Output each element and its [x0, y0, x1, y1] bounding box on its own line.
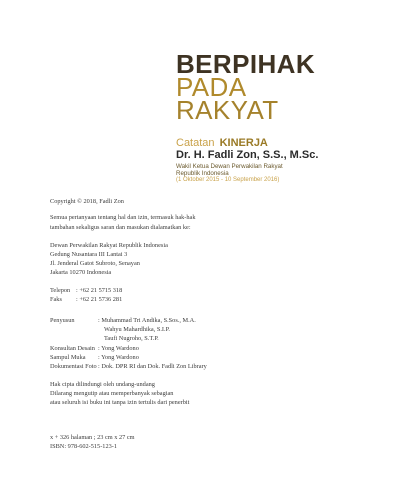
fax-row	[50, 295, 250, 304]
copyright-line: Copyright © 2018, Fadli Zon	[50, 198, 124, 205]
legal-line-1: Hak cipta dilindungi oleh undang-undang	[50, 381, 155, 388]
phone-value: : +62 21 5715 318	[76, 287, 123, 294]
address-line-4: Jakarta 10270 Indonesia	[50, 269, 112, 276]
credit-value-photo: : Dok. DPR RI dan Dok. Fadli Zon Library	[98, 363, 207, 370]
penyusun-row	[50, 316, 290, 325]
address-line-3: Jl. Jenderal Gatot Subroto, Senayan	[50, 260, 140, 267]
address-line-2: Gedung Nusantara III Lantai 3	[50, 251, 128, 258]
subtitle-emphasis: KINERJA	[219, 137, 268, 149]
subtitle-prefix: Catatan	[176, 137, 215, 149]
penyusun-label: Penyusun	[50, 317, 75, 324]
book-title-line-1: BERPIHAK	[176, 49, 315, 79]
phone-label: Telepon	[50, 287, 71, 294]
credit-row-cover	[50, 353, 310, 362]
credit-label-design: Konsultan Desain	[50, 345, 95, 352]
credit-value-design: : Yong Wardono	[98, 345, 139, 352]
isbn: ISBN: 978-602-515-123-1	[50, 443, 117, 450]
author-role-line-1: Wakil Ketua Dewan Perwakilan Rakyat	[176, 163, 283, 170]
credit-label-cover: Sampul Muka	[50, 354, 86, 361]
author-role-line-2: Republik Indonesia	[176, 170, 229, 177]
book-title-line-3: RAKYAT	[176, 95, 279, 125]
phone-row	[50, 286, 250, 295]
credit-row-design	[50, 344, 310, 353]
book-title-line-2: PADA	[176, 72, 247, 102]
credit-label-photo: Dokumentasi Foto	[50, 363, 97, 370]
fax-label: Faks	[50, 296, 62, 303]
legal-line-2: Dilarang mengutip atau memperbanyak sebagian	[50, 390, 174, 397]
credit-value-cover: : Yong Wardono	[98, 354, 139, 361]
rights-notice-line-2: tambahan sekaligus saran dan masukan dialamatkan ke:	[50, 224, 191, 231]
rights-notice-line-1: Semua pertanyaan tentang hal dan izin, termasuk hak-hak	[50, 214, 196, 221]
fax-value: : +62 21 5736 281	[76, 296, 123, 303]
subtitle	[176, 137, 268, 149]
address-line-1: Dewan Perwakilan Rakyat Republik Indonesia	[50, 242, 168, 249]
penyusun-name-2: Wahyu Mahardhika, S.I.P.	[104, 326, 170, 333]
book-specs: x + 326 halaman ; 23 cm x 27 cm	[50, 434, 135, 441]
author-name: Dr. H. Fadli Zon, S.S., M.Sc.	[176, 149, 319, 161]
penyusun-name-3: Taufi Nugroho, S.T.P.	[104, 335, 159, 342]
penyusun-name-1: : Muhammad Tri Andika, S.Sos., M.A.	[98, 317, 196, 324]
legal-line-3: atau seluruh isi buku ini tanpa izin tertulis dari penerbit	[50, 399, 190, 406]
service-period: (1 Oktober 2015 - 10 September 2016)	[176, 177, 280, 183]
credit-row-photo	[50, 362, 310, 371]
